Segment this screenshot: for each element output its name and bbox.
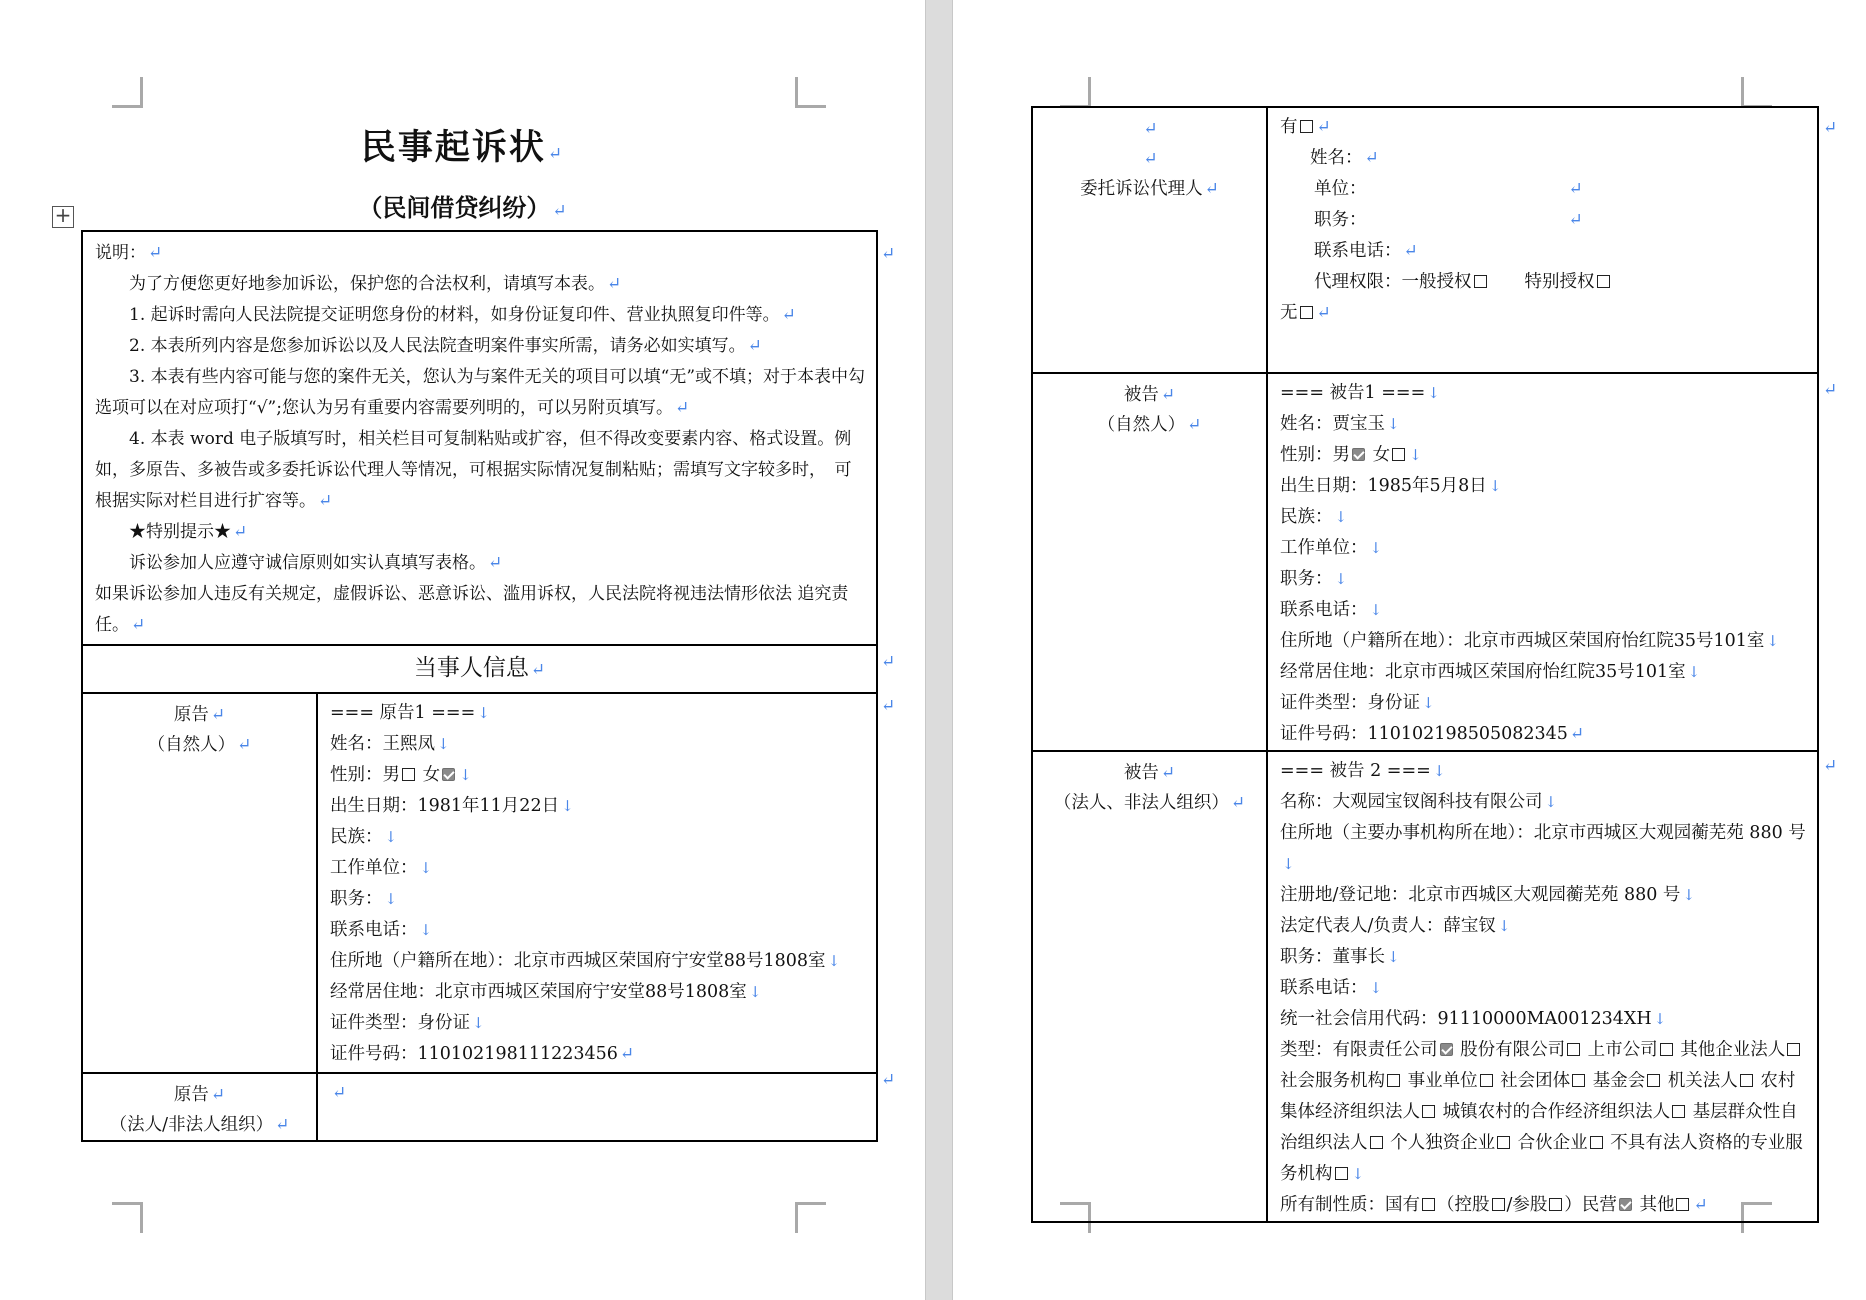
honesty-notice: 诉讼参加人应遵守诚信原则如实认真填写表格。 ↵ (129, 553, 503, 573)
table-move-handle-icon[interactable]: + (52, 206, 74, 228)
defendant2-info-cell[interactable]: === 被告 2 === ↓ 名称：大观园宝钗阁科技有限公司 ↓ 住所地（主要办事机构所在地）：北京市西城区大观园蘅芜苑 880 号↓ 注册地/登记地：北京市西城区大观园蘅芜苑 880 号 ↓ 法定代表人/负责人：薛宝钗 ↓ 职务：董事长 ↓ 联系电话： ↓ 统一社会信用代码：91110000MA001234XH ↓ 类型：有限责任公司 股份有限公司 上市公司 其他企业法人 社会服务机构 事业单位 社会团体 基金会 机关法人 农村集体经济组织法人 城镇农村的合作经济组织法人 基层群众性自治组织法人 个人独资企业 合伙企业 不具有法人资格的专业服务机构 ↓ 所有制性质：国有 （控股 /参股 ）民营 其他 ↵ (1267, 751, 1818, 1222)
crop-mark (795, 1202, 826, 1233)
instructions-heading: 说明： ↵ (95, 243, 163, 263)
instructions-item: 4. 本表 word 电子版填写时，相关栏目可复制粘贴或扩容，但不得改变要素内容、格式设置。例 如，多原告、多被告或多委托诉讼代理人等情况，可根据实际情况复制粘贴；需填写文字较多时， 可根据实际对栏目进行扩容等。 ↵ (95, 429, 869, 511)
type-checkbox[interactable] (1480, 1074, 1493, 1087)
document-title: 民事起诉状 ↵ (360, 127, 565, 168)
type-checkbox[interactable] (1370, 1136, 1383, 1149)
type-checkbox[interactable] (1567, 1043, 1580, 1056)
instructions-intro: 为了方便您更好地参加诉讼，保护您的合法权利，请填写本表。 ↵ (129, 274, 622, 294)
agent-label-cell: ↵ ↵ 委托诉讼代理人 ↵ (1032, 107, 1267, 373)
page-gap (925, 0, 953, 1300)
end-of-row-mark: ↵ (881, 652, 896, 672)
type-checkbox[interactable] (1422, 1105, 1435, 1118)
type-checkbox[interactable] (1572, 1074, 1585, 1087)
defendant1-info-cell[interactable]: === 被告1 === ↓ 姓名：贾宝玉 ↓ 性别：男 女 ↓ 出生日期：1985年5月8日 ↓ 民族： ↓ 工作单位： ↓ 职务： ↓ 联系电话： ↓ 住所地（户籍所在地）：北京市西城区荣国府怡红院35号101室 ↓ 经常居住地：北京市西城区荣国府怡红院35号101室 ↓ 证件类型：身份证 ↓ 证件号码：110102198505082345 ↵ (1267, 373, 1818, 751)
type-checkbox[interactable] (1787, 1043, 1800, 1056)
warning-notice: 如果诉讼参加人违反有关规定，虚假诉讼、恶意诉讼、滥用诉权，人民法院将视违法情形依法 追究责任。 ↵ (95, 584, 849, 635)
type-checkbox[interactable] (1497, 1136, 1510, 1149)
type-checkbox[interactable] (1335, 1167, 1348, 1180)
end-of-row-mark: ↵ (1823, 756, 1838, 776)
ownership-checkbox[interactable] (1549, 1198, 1562, 1211)
female-checkbox-checked[interactable] (442, 768, 455, 781)
ownership-checkbox[interactable] (1676, 1198, 1689, 1211)
ownership-checkbox[interactable] (1492, 1198, 1505, 1211)
defendant2-label-cell: 被告 ↵ （法人、非法人组织） ↵ (1032, 751, 1267, 1222)
complaint-table (81, 230, 878, 1142)
instructions-item: 1. 起诉时需向人民法院提交证明您身份的材料，如身份证复印件、营业执照复印件等。 ↵ (129, 305, 796, 325)
crop-mark (795, 77, 826, 108)
end-of-row-mark: ↵ (1823, 118, 1838, 138)
party-info-header: 当事人信息 ↵ (82, 645, 877, 693)
plaintiff2-label-cell: 原告 ↵ （法人/非法人组织） ↵ (82, 1073, 317, 1141)
crop-mark (1060, 77, 1091, 108)
type-checkbox[interactable] (1672, 1105, 1685, 1118)
agent-yes-checkbox[interactable] (1300, 120, 1313, 133)
end-of-row-mark: ↵ (881, 1070, 896, 1090)
plaintiff1-label-cell: 原告 ↵ （自然人） ↵ (82, 693, 317, 1073)
complaint-table-continued (1031, 106, 1819, 1223)
document-subtitle: （民间借贷纠纷） ↵ (358, 193, 567, 222)
special-authority-checkbox[interactable] (1597, 275, 1610, 288)
crop-mark (1741, 77, 1772, 108)
defendant1-label-cell: 被告 ↵ （自然人） ↵ (1032, 373, 1267, 751)
type-checkbox[interactable] (1740, 1074, 1753, 1087)
type-checkbox[interactable] (1660, 1043, 1673, 1056)
male-checkbox[interactable] (402, 768, 415, 781)
special-notice: ★特别提示★ ↵ (129, 522, 248, 542)
agent-info-cell[interactable]: 有 ↵ 姓名： ↵ 单位： ↵ 职务： ↵ 联系电话： ↵ 代理权限：一般授权 特别授权 无 ↵ (1267, 107, 1818, 373)
ownership-checkbox[interactable] (1422, 1198, 1435, 1211)
plaintiff1-info-cell[interactable]: === 原告1 === ↓ 姓名：王熙凤 ↓ 性别：男 女 ↓ 出生日期：1981年11月22日 ↓ 民族： ↓ 工作单位： ↓ 职务： ↓ 联系电话： ↓ 住所地（户籍所在地）：北京市西城区荣国府宁安堂88号1808室 ↓ 经常居住地：北京市西城区荣国府宁安堂88号1808室 ↓ 证件类型：身份证 ↓ 证件号码：110102198111223456 ↵ (317, 693, 877, 1073)
instructions-item: 3. 本表有些内容可能与您的案件无关，您认为与案件无关的项目可以填“无”或不填；对于本表中勾选项可以在对应项打“√”;您认为另有重要内容需要列明的，可以另附页填写。 ↵ (95, 367, 866, 418)
type-checkbox[interactable] (1387, 1074, 1400, 1087)
crop-mark (112, 1202, 143, 1233)
ownership-private-checkbox-checked[interactable] (1619, 1198, 1632, 1211)
end-of-row-mark: ↵ (881, 696, 896, 716)
plaintiff2-info-cell[interactable]: ↵ (317, 1073, 877, 1141)
male-checkbox-checked[interactable] (1352, 448, 1365, 461)
end-of-row-mark: ↵ (881, 244, 896, 264)
page-right (953, 0, 1866, 1300)
agent-no-checkbox[interactable] (1300, 306, 1313, 319)
ownership-options: 所有制性质：国有 （控股 /参股 ）民营 其他 ↵ (1280, 1195, 1708, 1215)
type-llc-checkbox-checked[interactable] (1440, 1043, 1453, 1056)
general-authority-checkbox[interactable] (1474, 275, 1487, 288)
instructions-cell (82, 231, 877, 645)
type-checkbox[interactable] (1590, 1136, 1603, 1149)
entity-type-options: 类型：有限责任公司 股份有限公司 上市公司 其他企业法人 社会服务机构 事业单位 社会团体 基金会 机关法人 农村集体经济组织法人 城镇农村的合作经济组织法人 基层群众性自治组织法人 个人独资企业 合伙企业 不具有法人资格的专业服务机构 ↓ (1280, 1040, 1803, 1184)
female-checkbox[interactable] (1392, 448, 1405, 461)
crop-mark (112, 77, 143, 108)
type-checkbox[interactable] (1647, 1074, 1660, 1087)
instructions-item: 2. 本表所列内容是您参加诉讼以及人民法院查明案件事实所需，请务必如实填写。 ↵ (129, 336, 762, 356)
page-left (0, 0, 925, 1300)
end-of-row-mark: ↵ (1823, 380, 1838, 400)
